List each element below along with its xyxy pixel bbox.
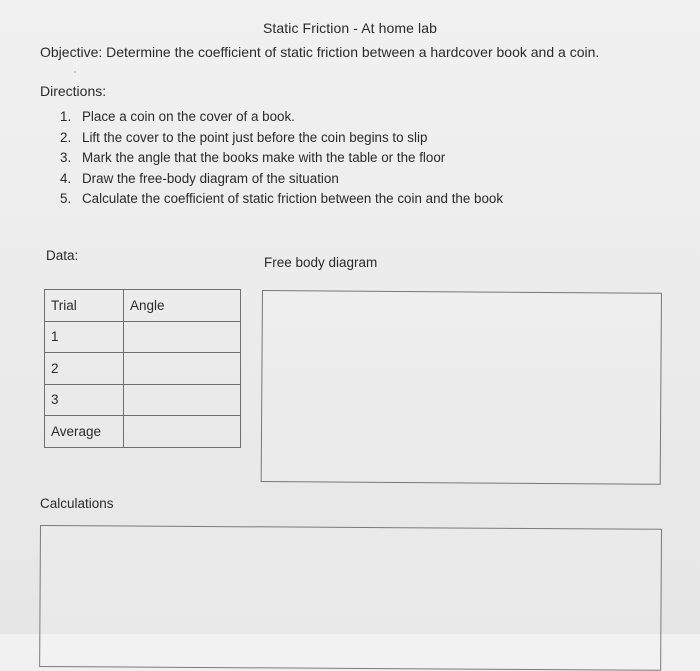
direction-step bbox=[60, 107, 503, 128]
data-heading: Data: bbox=[46, 248, 79, 263]
directions-heading: Directions: bbox=[40, 83, 107, 99]
step-number: 4. bbox=[60, 170, 72, 186]
calculations-box[interactable] bbox=[39, 525, 662, 671]
table-row bbox=[45, 353, 241, 385]
direction-step bbox=[60, 128, 503, 149]
table-header-row bbox=[45, 290, 241, 322]
angle-cell[interactable] bbox=[124, 353, 241, 385]
trial-cell: 3 bbox=[45, 384, 124, 416]
step-number: 1. bbox=[60, 109, 72, 124]
direction-step bbox=[60, 189, 503, 210]
trial-cell: Average bbox=[45, 416, 124, 448]
step-text: Mark the angle that the books make with the table or the floor bbox=[82, 150, 446, 165]
step-number: 2. bbox=[60, 129, 72, 145]
calculations-heading: Calculations bbox=[40, 496, 114, 511]
paper-speck bbox=[74, 71, 76, 73]
step-text: Lift the cover to the point just before the coin begins to slip bbox=[82, 129, 428, 145]
trial-cell: 1 bbox=[45, 321, 124, 353]
step-text: Calculate the coefficient of static friction between the coin and the book bbox=[82, 191, 504, 206]
worksheet-title: Static Friction - At home lab bbox=[262, 20, 438, 36]
step-number: 3. bbox=[60, 150, 72, 165]
angle-cell[interactable] bbox=[124, 321, 241, 353]
objective-text: Objective: Determine the coefficient of static friction between a hardcover book and a coin. bbox=[40, 44, 600, 60]
step-number: 5. bbox=[60, 191, 72, 206]
direction-step bbox=[60, 169, 503, 190]
table-row bbox=[45, 321, 241, 353]
trial-cell: 2 bbox=[45, 353, 124, 385]
angle-cell[interactable] bbox=[124, 416, 241, 448]
angle-cell[interactable] bbox=[124, 384, 241, 416]
step-text: Place a coin on the cover of a book. bbox=[82, 109, 295, 124]
data-table bbox=[44, 289, 241, 448]
header-angle: Angle bbox=[124, 290, 241, 322]
free-body-diagram-box[interactable] bbox=[261, 290, 662, 485]
table-row bbox=[45, 416, 241, 448]
table-row bbox=[45, 384, 241, 416]
direction-step bbox=[60, 148, 503, 169]
step-text: Draw the free-body diagram of the situation bbox=[82, 170, 339, 186]
header-trial: Trial bbox=[45, 290, 124, 322]
directions-list bbox=[60, 107, 503, 210]
free-body-diagram-heading: Free body diagram bbox=[264, 255, 378, 270]
